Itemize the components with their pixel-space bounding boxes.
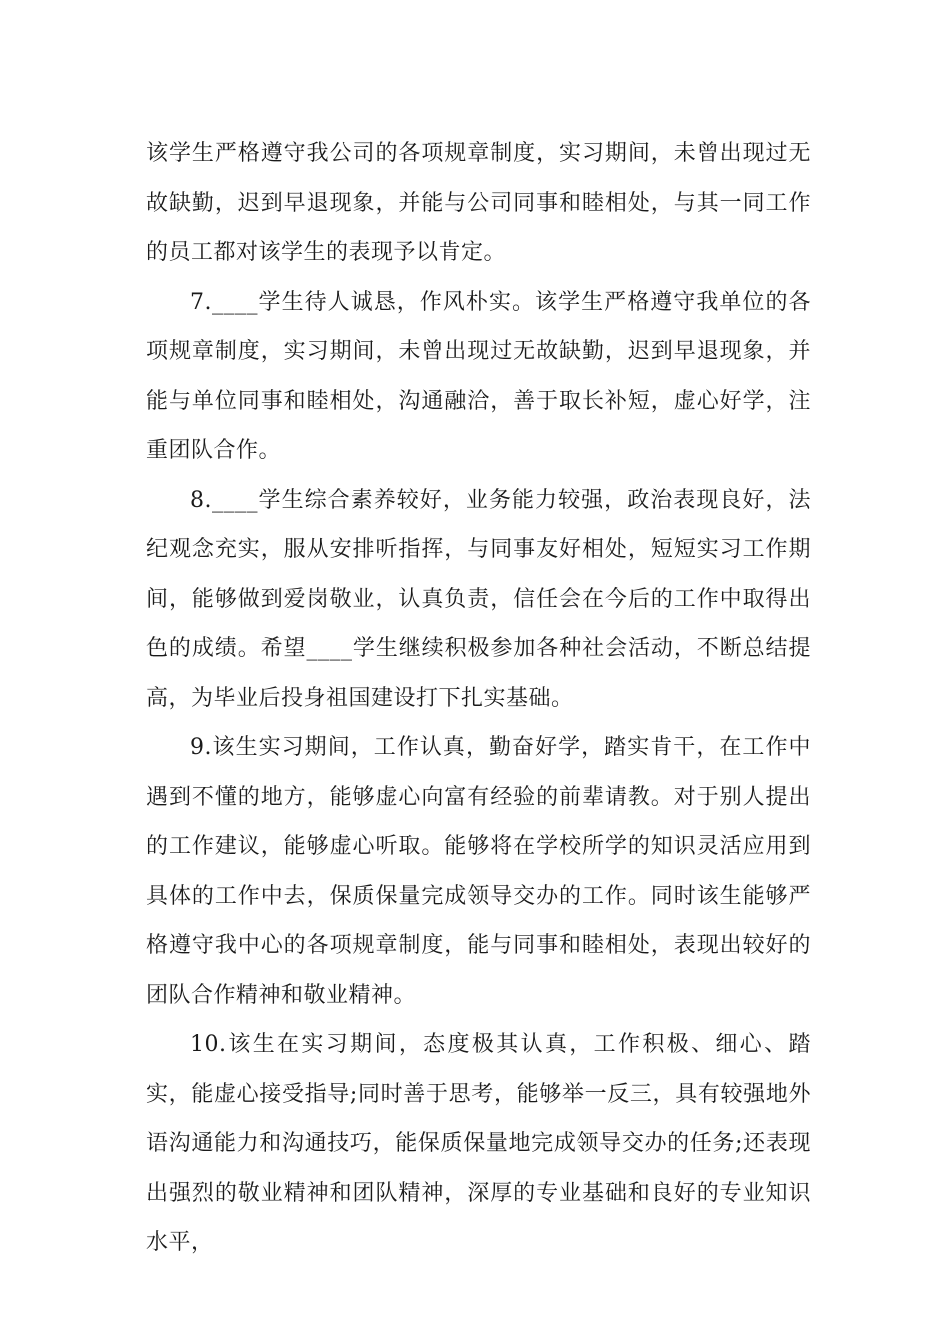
paragraph-intro: 该学生严格遵守我公司的各项规章制度，实习期间，未曾出现过无故缺勤，迟到早退现象，并能与公司同事和睦相处，与其一同工作的员工都对该学生的表现予以肯定。 <box>146 141 811 265</box>
paragraph-8: 8.____学生综合素养较好，业务能力较强，政治表现良好，法纪观念充实，服从安排听指挥，与同事友好相处，短短实习工作期间，能够做到爱岗敬业，认真负责，信任会在今后的工作中取得出色的成绩。希望____学生继续积极参加各种社会活动，不断总结提高，为毕业后投身祖国建设打下扎实基础。 <box>146 487 811 711</box>
paragraph-10: 10.该生在实习期间，态度极其认真，工作积极、细心、踏实，能虚心接受指导;同时善于思考，能够举一反三，具有较强地外语沟通能力和沟通技巧，能保质保量地完成领导交办的任务;还表现出强烈的敬业精神和团队精神，深厚的专业基础和良好的专业知识水平， <box>146 1032 811 1255</box>
paragraph-7: 7.____学生待人诚恳，作风朴实。该学生严格遵守我单位的各项规章制度，实习期间，未曾出现过无故缺勤，迟到早退现象，并能与单位同事和睦相处，沟通融洽，善于取长补短，虚心好学，注重团队合作。 <box>146 289 811 463</box>
document-page <box>146 129 811 1268</box>
paragraph-9: 9.该生实习期间，工作认真，勤奋好学，踏实肯干，在工作中遇到不懂的地方，能够虚心向富有经验的前辈请教。对于别人提出的工作建议，能够虚心听取。能够将在学校所学的知识灵活应用到具体的工作中去，保质保量完成领导交办的工作。同时该生能够严格遵守我中心的各项规章制度，能与同事和睦相处，表现出较好的团队合作精神和敬业精神。 <box>146 735 811 1008</box>
